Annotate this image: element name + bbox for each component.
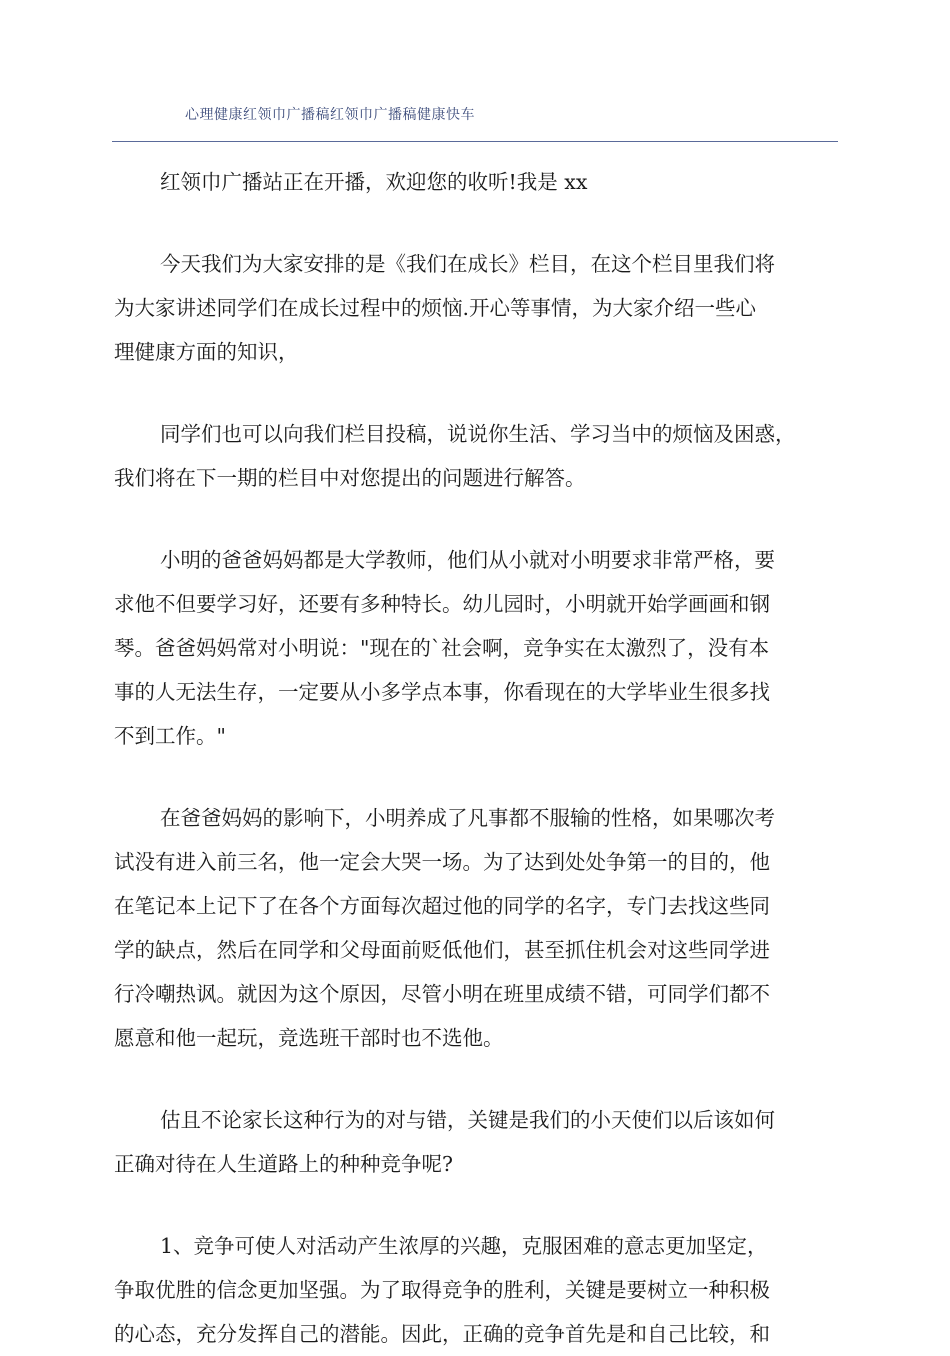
paragraph-submissions [114,412,834,500]
paragraph-gap [114,1186,834,1224]
paragraph-line: 的心态，充分发挥自己的潜能。因此，正确的竞争首先是和自己比较，和 [114,1322,770,1346]
paragraph-line: 为大家讲述同学们在成长过程中的烦恼.开心等事情，为大家介绍一些心 [114,296,757,320]
paragraph-xiaoming-personality [114,796,834,1060]
paragraph-line: 我们将在下一期的栏目中对您提出的问题进行解答。 [114,466,586,490]
paragraph-point-one [114,1224,834,1356]
page-header-title: 心理健康红领巾广播稿红领巾广播稿健康快车 [185,107,475,123]
paragraph-line: 小明的爸爸妈妈都是大学教师，他们从小就对小明要求非常严格，要 [160,548,775,572]
paragraph-gap [114,500,834,538]
paragraph-gap [114,1060,834,1098]
paragraph-line: 琴。爸爸妈妈常对小明说："现在的`社会啊，竞争实在太激烈了，没有本 [114,636,770,660]
paragraph-line: 估且不论家长这种行为的对与错，关键是我们的小天使们以后该如何 [160,1108,775,1132]
paragraph-question [114,1098,834,1186]
paragraph-xiaoming-parents [114,538,834,758]
paragraph-line: 事的人无法生存，一定要从小多学点本事，你看现在的大学毕业生很多找 [114,680,770,704]
header-divider [112,141,838,142]
paragraph-line: 愿意和他一起玩，竞选班干部时也不选他。 [114,1026,504,1050]
paragraph-line: 求他不但要学习好，还要有多种特长。幼儿园时，小明就开始学画画和钢 [114,592,770,616]
paragraph-line: 今天我们为大家安排的是《我们在成长》栏目，在这个栏目里我们将 [160,252,775,276]
paragraph-intro [114,160,834,204]
paragraph-line: 正确对待在人生道路上的种种竞争呢? [114,1152,453,1176]
paragraph-line: 学的缺点，然后在同学和父母面前贬低他们，甚至抓住机会对这些同学进 [114,938,770,962]
document-body [114,160,834,1356]
paragraph-line: 行冷嘲热讽。就因为这个原因，尽管小明在班里成绩不错，可同学们都不 [114,982,770,1006]
paragraph-line: 不到工作。" [114,724,226,748]
paragraph-column-intro [114,242,834,374]
paragraph-gap [114,204,834,242]
paragraph-line: 争取优胜的信念更加坚强。为了取得竞争的胜利，关键是要树立一种积极 [114,1278,770,1302]
paragraph-line: 理健康方面的知识， [114,340,299,364]
paragraph-line: 1、竞争可使人对活动产生浓厚的兴趣，克服困难的意志更加坚定， [160,1234,768,1258]
paragraph-line: 同学们也可以向我们栏目投稿，说说你生活、学习当中的烦恼及困惑， [160,422,796,446]
paragraph-line: 红领巾广播站正在开播，欢迎您的收听!我是 xx [160,170,588,194]
paragraph-line: 在爸爸妈妈的影响下，小明养成了凡事都不服输的性格，如果哪次考 [160,806,775,830]
paragraph-line: 试没有进入前三名，他一定会大哭一场。为了达到处处争第一的目的，他 [114,850,770,874]
paragraph-line: 在笔记本上记下了在各个方面每次超过他的同学的名字，专门去找这些同 [114,894,770,918]
paragraph-gap [114,374,834,412]
paragraph-gap [114,758,834,796]
